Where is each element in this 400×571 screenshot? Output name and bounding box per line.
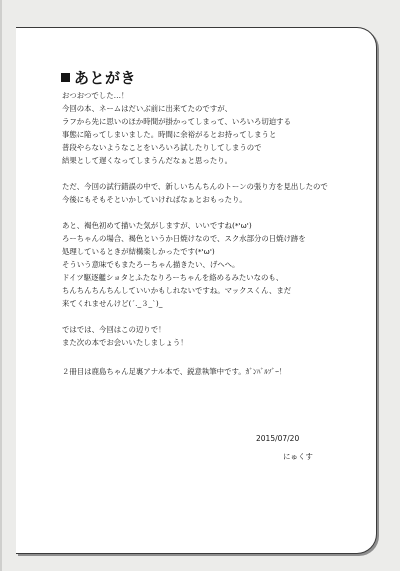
date: 2015/07/20	[256, 434, 300, 443]
text-line: ラフから先に思いのほか時間が掛かってしまって、いろいろ切迫する	[62, 117, 291, 126]
text-line: おつおつでした…！	[62, 91, 129, 100]
text-line: 事態に陥ってしまいました。時間に余裕がるとお持ってしまうと	[62, 130, 277, 139]
text-line: 今後にもそもそといかしていければなぁとおもったり。	[62, 195, 247, 204]
text-line: そういう意味でもまたろーちゃん描きたい、げへへ。	[62, 260, 240, 269]
text-line: また次の本でお会いいたしましょう！	[62, 338, 188, 347]
square-bullet-icon	[61, 73, 70, 82]
text-line: ではでは、今回はこの辺りで！	[62, 325, 166, 334]
text-line: ちんちんちんちんしていいかもしれないですね。マックスくん、まだ	[62, 286, 292, 295]
afterword-heading	[61, 67, 136, 88]
text-line: 普段やらないようなことをいろいろ試したりしてしまうので	[62, 143, 262, 152]
author-name: にゅくす	[283, 452, 313, 461]
text-line: 来てくれませんけど(´._３_`)_	[62, 299, 163, 308]
text-line: ろーちゃんの場合、褐色というか日焼けなので、スク水部分の日焼け跡を	[62, 234, 306, 243]
heading-text: あとがき	[74, 69, 137, 87]
text-line: ドイツ駆逐艦ショタとふたなりろーちゃんを絡めるみたいなのも、	[62, 273, 284, 282]
text-line: 処理しているときが結構楽しかったです(*'ω')	[62, 247, 215, 256]
text-line: あと、褐色初めて描いた気がしますが、いいですね(*'ω')	[62, 221, 252, 230]
text-line: ２冊目は鹿島ちゃん足裏アナル本で、鋭意執筆中です。ｶﾞﾝﾊﾞﾙｿﾞｰ！	[62, 367, 287, 376]
text-line: ただ、今回の試行錯誤の中で、新しいちんちんのトーンの張り方を見出したので	[62, 182, 328, 191]
text-line: 結果として遅くなってしまうんだなぁと思ったり。	[62, 156, 232, 165]
text-line: 今回の本、ネームはだいぶ前に出来てたのですが、	[62, 104, 232, 113]
page-edge	[0, 0, 2, 571]
